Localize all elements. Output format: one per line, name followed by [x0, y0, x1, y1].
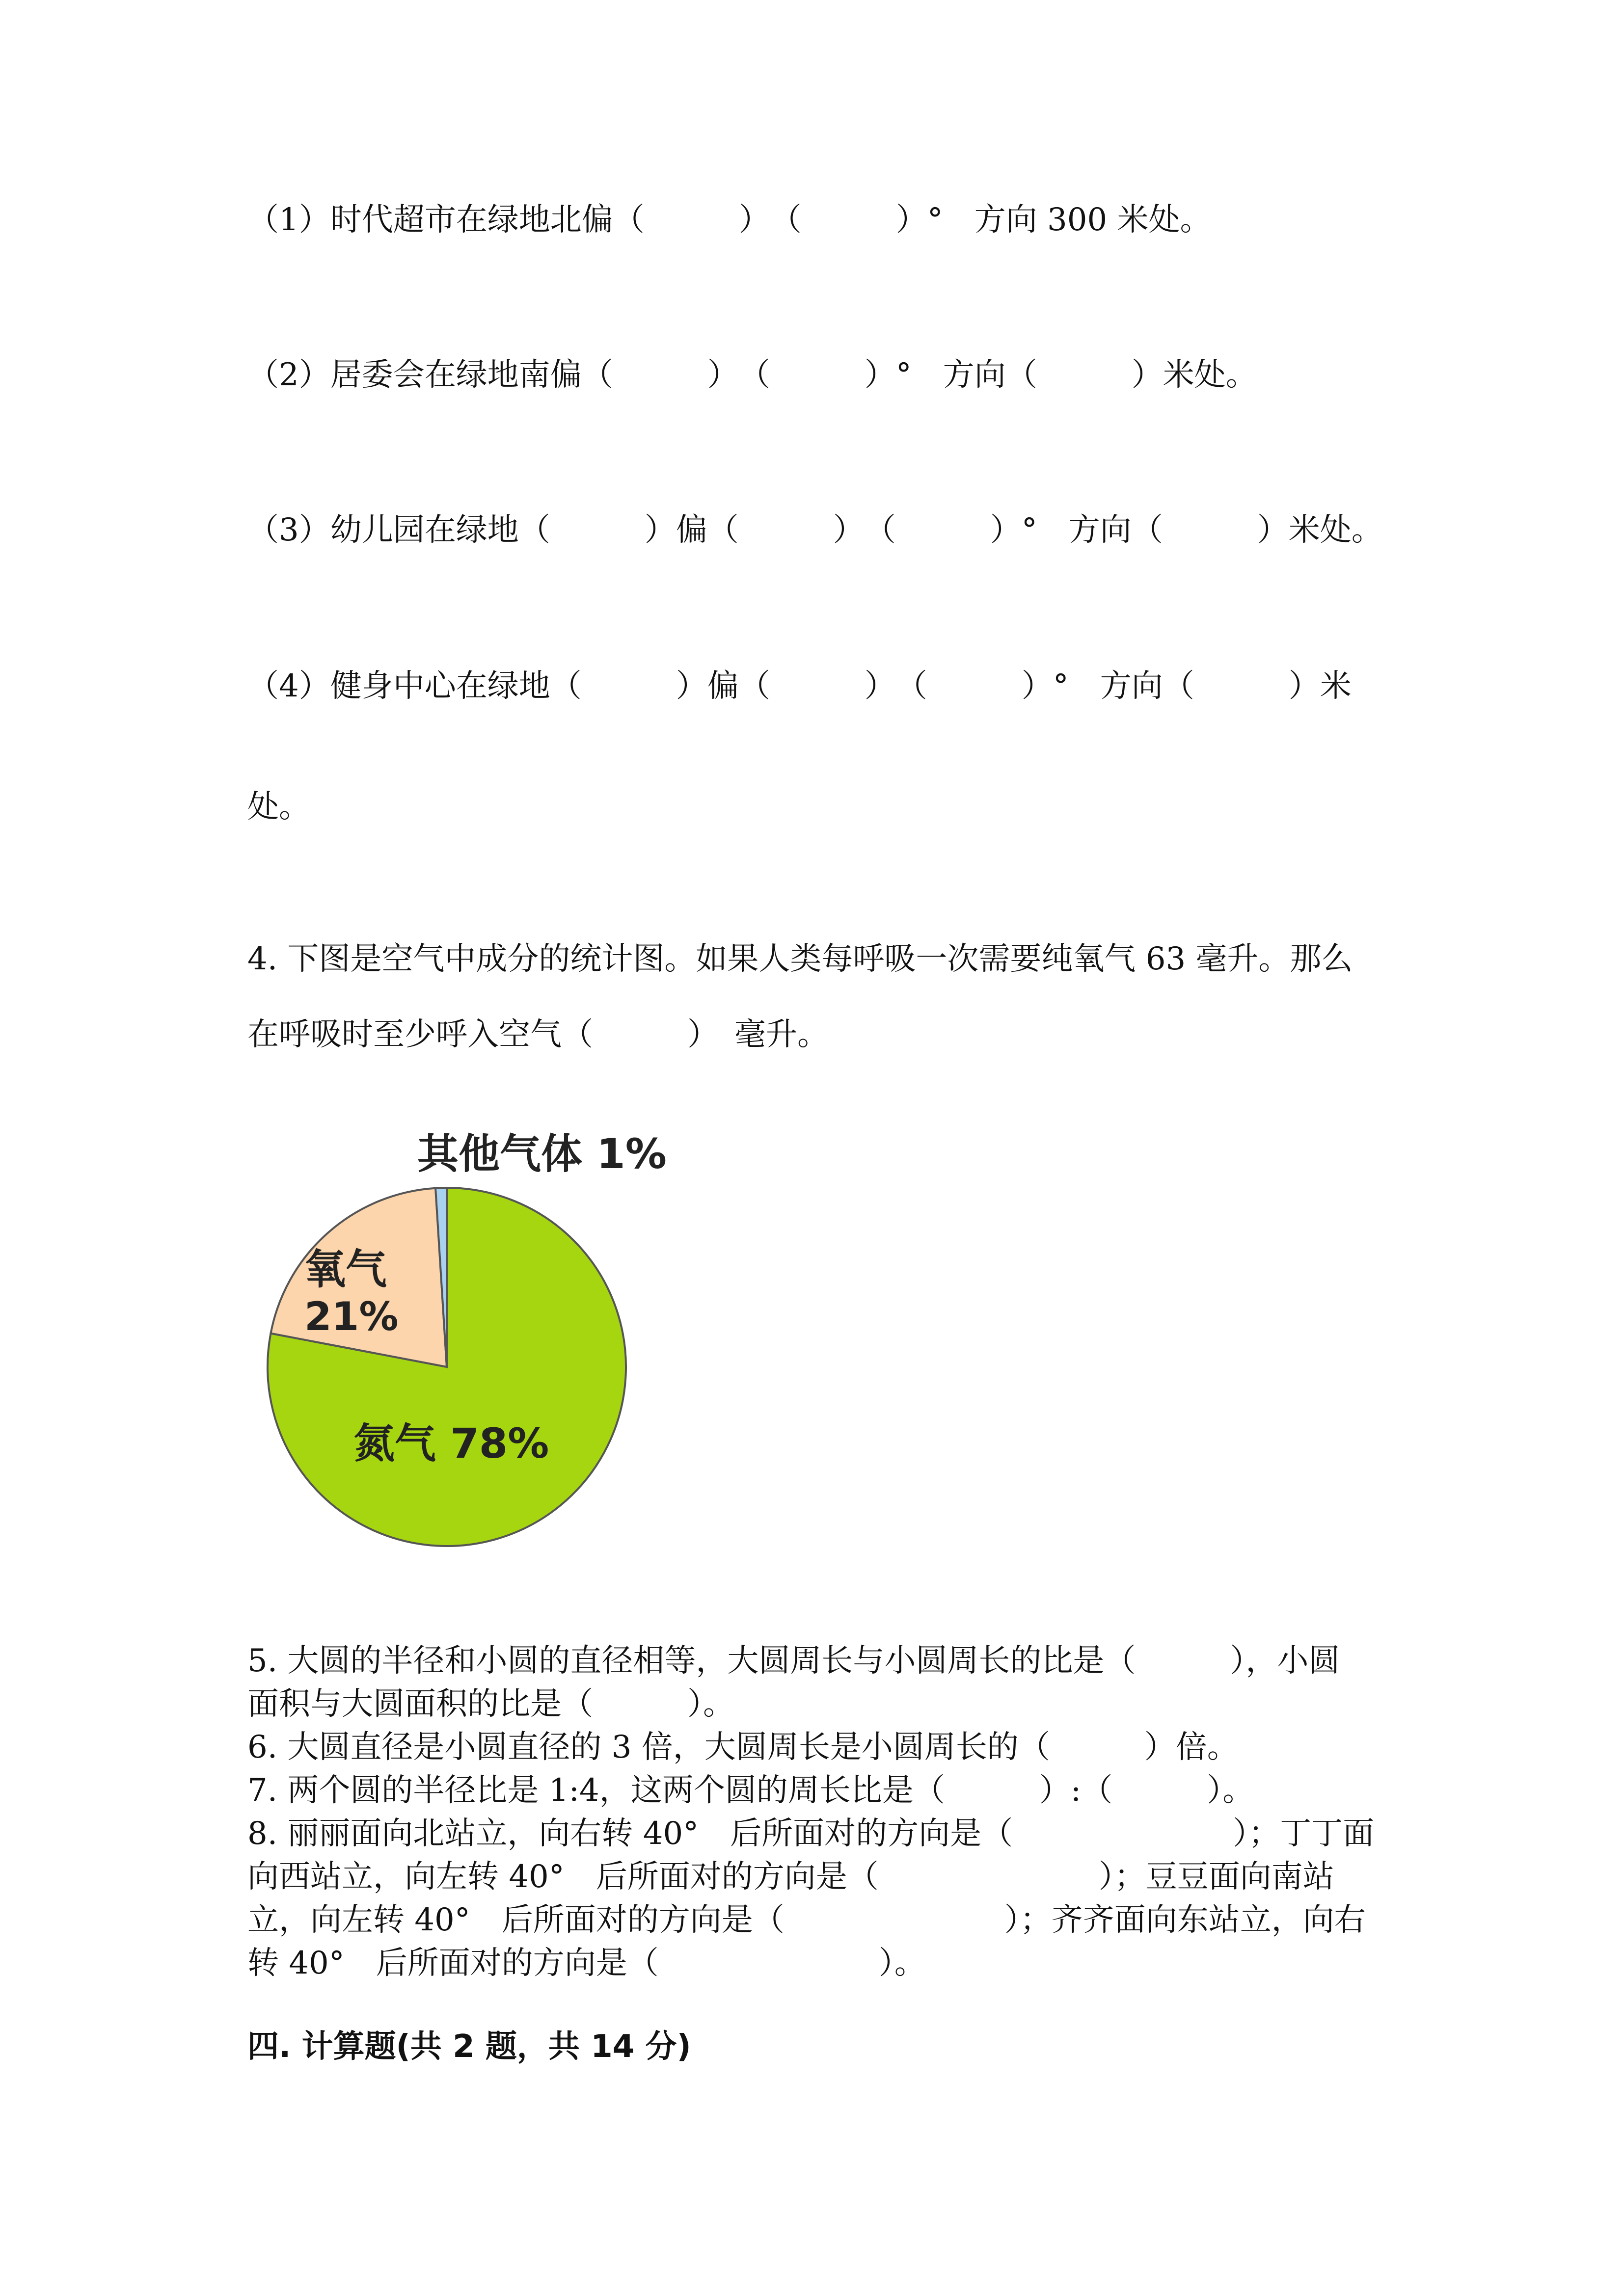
q4-line-2: 在呼吸时至少呼入空气（ ） 毫升。 — [247, 1016, 829, 1053]
q8-line-3: 立，向左转 40° 后所面对的方向是（ ）；齐齐面向东站立，向右 — [247, 1902, 1366, 1938]
q8-line-4: 转 40° 后所面对的方向是（ ）。 — [247, 1945, 926, 1981]
pie-label-other-gas: 其他气体 1% — [417, 1130, 667, 1178]
q4-line-1: 4. 下图是空气中成分的统计图。如果人类每呼吸一次需要纯氧气 63 毫升。那么 — [247, 941, 1353, 977]
q3-item-2: （2）居委会在绿地南偏（ ） （ ）° 方向（ ）米处。 — [247, 357, 1257, 393]
pie-label-nitrogen: 氮气 78% — [353, 1419, 549, 1468]
pie-label-oxygen-name: 氧气 — [304, 1245, 387, 1293]
pie-chart-svg — [255, 1114, 697, 1566]
q3-item-3: （3）幼儿园在绿地（ ）偏（ ） （ ）° 方向（ ）米处。 — [247, 512, 1383, 548]
q3-item-4: （4）健身中心在绿地（ ）偏（ ） （ ）° 方向（ ）米 — [247, 668, 1352, 704]
q3-item-4-continued: 处。 — [247, 789, 310, 825]
q6-line: 6. 大圆直径是小圆直径的 3 倍，大圆周长是小圆周长的（ ）倍。 — [247, 1729, 1239, 1765]
q3-item-1: （1）时代超市在绿地北偏（ ） （ ）° 方向 300 米处。 — [247, 202, 1212, 238]
q5-line-1: 5. 大圆的半径和小圆的直径相等，大圆周长与小圆周长的比是（ ），小圆 — [247, 1643, 1340, 1679]
q5-line-2: 面积与大圆面积的比是（ ）。 — [247, 1686, 734, 1722]
q7-line: 7. 两个圆的半径比是 1:4，这两个圆的周长比是（ ）:（ ）。 — [247, 1772, 1254, 1809]
q8-line-2: 向西站立，向左转 40° 后所面对的方向是（ ）；豆豆面向南站 — [247, 1859, 1334, 1895]
pie-label-oxygen-value: 21% — [304, 1294, 399, 1339]
section-4-heading: 四. 计算题(共 2 题，共 14 分) — [247, 2029, 691, 2065]
q8-line-1: 8. 丽丽面向北站立，向右转 40° 后所面对的方向是（ ）；丁丁面 — [247, 1815, 1375, 1852]
air-composition-pie-chart — [255, 1114, 697, 1566]
